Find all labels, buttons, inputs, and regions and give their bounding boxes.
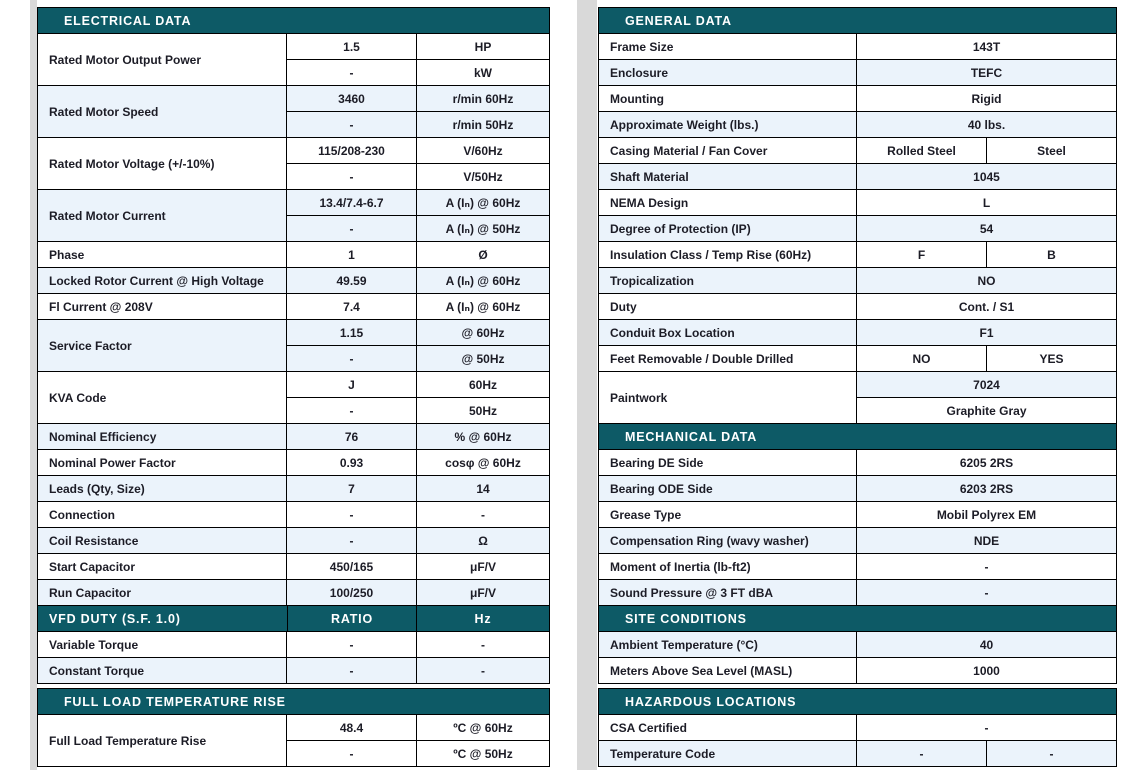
row-label: Conduit Box Location: [599, 319, 857, 345]
row-unit: A (Iₙ) @ 60Hz: [417, 293, 549, 319]
row-label: Sound Pressure @ 3 FT dBA: [599, 579, 857, 605]
row-label: Connection: [38, 501, 287, 527]
section-header: ELECTRICAL DATA: [38, 7, 549, 33]
row-value: -: [287, 501, 417, 527]
row-value: 1: [287, 241, 417, 267]
row-value: 54: [857, 215, 1116, 241]
row-unit: Ω: [417, 527, 549, 553]
row-value: -: [287, 345, 417, 371]
table-group: [599, 631, 1116, 657]
table-group: [599, 449, 1116, 475]
row-value: 7: [287, 475, 417, 501]
row-label: Grease Type: [599, 501, 857, 527]
row-label: Compensation Ring (wavy washer): [599, 527, 857, 553]
row-value: TEFC: [857, 59, 1116, 85]
row-value: -: [287, 111, 417, 137]
row-label: Duty: [599, 293, 857, 319]
table-section: [598, 688, 1117, 767]
table-group: [599, 740, 1116, 766]
table-group: [599, 293, 1116, 319]
row-value: -: [857, 579, 1116, 605]
table-section: [37, 688, 550, 767]
row-unit: V/50Hz: [417, 163, 549, 189]
table-group: [38, 241, 549, 267]
row-unit: 50Hz: [417, 397, 549, 423]
table-group: [38, 371, 549, 423]
page-divider-strip: [577, 0, 597, 770]
row-value: 76: [287, 423, 417, 449]
table-group: [599, 241, 1116, 267]
table-group: [38, 631, 549, 657]
table-group: [38, 657, 549, 683]
table-group: [38, 475, 549, 501]
row-label: Bearing DE Side: [599, 449, 857, 475]
row-label: Temperature Code: [599, 740, 857, 766]
row-label: Fl Current @ 208V: [38, 293, 287, 319]
table-group: [599, 111, 1116, 137]
row-unit: -: [417, 657, 549, 683]
row-unit: μF/V: [417, 579, 549, 605]
row-unit: μF/V: [417, 553, 549, 579]
row-value: Mobil Polyrex EM: [857, 501, 1116, 527]
row-label: Degree of Protection (IP): [599, 215, 857, 241]
table-group: [599, 475, 1116, 501]
table-group: [38, 553, 549, 579]
row-label: Rated Motor Voltage (+/-10%): [38, 137, 287, 189]
row-value: 49.59: [287, 267, 417, 293]
row-label: Run Capacitor: [38, 579, 287, 605]
row-label: Shaft Material: [599, 163, 857, 189]
row-label: Insulation Class / Temp Rise (60Hz): [599, 241, 857, 267]
row-unit: @ 60Hz: [417, 319, 549, 345]
table-group: [599, 163, 1116, 189]
table-group: [599, 85, 1116, 111]
row-label: Constant Torque: [38, 657, 287, 683]
row-value: 1.5: [287, 33, 417, 59]
header-col-ratio: RATIO: [287, 606, 417, 631]
row-value: Graphite Gray: [857, 397, 1116, 423]
row-label: Moment of Inertia (lb-ft2): [599, 553, 857, 579]
row-value: 100/250: [287, 579, 417, 605]
table-group: [38, 449, 549, 475]
row-label: Meters Above Sea Level (MASL): [599, 657, 857, 683]
table-group: [38, 579, 549, 605]
table-section: [598, 423, 1117, 605]
row-label: KVA Code: [38, 371, 287, 423]
row-label: Rated Motor Speed: [38, 85, 287, 137]
row-value: NO: [857, 267, 1116, 293]
row-value: J: [287, 371, 417, 397]
table-section: [37, 7, 550, 605]
section-title: VFD DUTY (S.F. 1.0): [49, 611, 181, 626]
row-label: CSA Certified: [599, 714, 857, 740]
row-value: -: [287, 740, 417, 766]
section-header: HAZARDOUS LOCATIONS: [599, 688, 1116, 714]
row-label: Rated Motor Current: [38, 189, 287, 241]
row-label: Variable Torque: [38, 631, 287, 657]
row-unit: @ 50Hz: [417, 345, 549, 371]
row-unit: 60Hz: [417, 371, 549, 397]
row-unit: r/min 50Hz: [417, 111, 549, 137]
table-group: [599, 657, 1116, 683]
table-group: [599, 553, 1116, 579]
row-value: 7.4: [287, 293, 417, 319]
table-section: [598, 7, 1117, 423]
row-label: Feet Removable / Double Drilled: [599, 345, 857, 371]
row-value: 1.15: [287, 319, 417, 345]
row-value: YES: [986, 345, 1116, 371]
row-value: -: [857, 740, 986, 766]
table-section: [37, 605, 550, 684]
row-value: Rolled Steel: [857, 137, 986, 163]
table-group: [599, 501, 1116, 527]
row-unit: ºC @ 50Hz: [417, 740, 549, 766]
row-value: 13.4/7.4-6.7: [287, 189, 417, 215]
table-group: [599, 33, 1116, 59]
page-edge-strip: [30, 0, 37, 770]
row-unit: -: [417, 631, 549, 657]
table-group: [599, 319, 1116, 345]
electrical-data-sheet: [37, 7, 550, 767]
row-value: -: [986, 740, 1116, 766]
row-value: 40 lbs.: [857, 111, 1116, 137]
row-value: B: [986, 241, 1116, 267]
row-label: Service Factor: [38, 319, 287, 371]
table-group: [599, 189, 1116, 215]
section-header: SITE CONDITIONS: [599, 605, 1116, 631]
row-value: Steel: [986, 137, 1116, 163]
row-value: Cont. / S1: [857, 293, 1116, 319]
table-group: [599, 59, 1116, 85]
row-value: -: [287, 215, 417, 241]
table-group: [38, 423, 549, 449]
row-value: -: [287, 527, 417, 553]
row-label: Ambient Temperature (°C): [599, 631, 857, 657]
row-unit: A (Iₙ) @ 60Hz: [417, 267, 549, 293]
section-header: MECHANICAL DATA: [599, 423, 1116, 449]
table-group: [38, 714, 549, 766]
row-unit: A (Iₙ) @ 60Hz: [417, 189, 549, 215]
table-group: [599, 345, 1116, 371]
row-value: 48.4: [287, 714, 417, 740]
row-label: Paintwork: [599, 371, 857, 423]
row-unit: r/min 60Hz: [417, 85, 549, 111]
header-col-hz: Hz: [474, 611, 492, 626]
table-group: [38, 85, 549, 137]
row-label: Enclosure: [599, 59, 857, 85]
row-value: 7024: [857, 371, 1116, 397]
row-value: 40: [857, 631, 1116, 657]
row-label: Phase: [38, 241, 287, 267]
row-value: -: [287, 631, 417, 657]
row-value: Rigid: [857, 85, 1116, 111]
table-section: [598, 605, 1117, 684]
row-value: -: [287, 397, 417, 423]
table-group: [38, 33, 549, 85]
row-label: Leads (Qty, Size): [38, 475, 287, 501]
table-group: [599, 267, 1116, 293]
row-label: Mounting: [599, 85, 857, 111]
row-label: Coil Resistance: [38, 527, 287, 553]
section-header: GENERAL DATA: [599, 7, 1116, 33]
row-label: Tropicalization: [599, 267, 857, 293]
row-label: Rated Motor Output Power: [38, 33, 287, 85]
table-group: [38, 293, 549, 319]
row-value: F1: [857, 319, 1116, 345]
row-label: Bearing ODE Side: [599, 475, 857, 501]
row-label: Full Load Temperature Rise: [38, 714, 287, 766]
row-value: NDE: [857, 527, 1116, 553]
row-label: Nominal Efficiency: [38, 423, 287, 449]
row-unit: ºC @ 60Hz: [417, 714, 549, 740]
row-unit: -: [417, 501, 549, 527]
row-value: 6203 2RS: [857, 475, 1116, 501]
row-value: -: [287, 657, 417, 683]
section-header: [38, 605, 549, 631]
row-value: F: [857, 241, 986, 267]
section-header: FULL LOAD TEMPERATURE RISE: [38, 688, 549, 714]
table-group: [599, 579, 1116, 605]
row-value: 1045: [857, 163, 1116, 189]
row-value: 115/208-230: [287, 137, 417, 163]
row-value: 450/165: [287, 553, 417, 579]
row-value: -: [857, 714, 1116, 740]
row-value: -: [857, 553, 1116, 579]
row-unit: V/60Hz: [417, 137, 549, 163]
row-unit: kW: [417, 59, 549, 85]
row-value: 6205 2RS: [857, 449, 1116, 475]
row-label: Frame Size: [599, 33, 857, 59]
row-label: Locked Rotor Current @ High Voltage: [38, 267, 287, 293]
row-label: Approximate Weight (lbs.): [599, 111, 857, 137]
row-value: 1000: [857, 657, 1116, 683]
row-unit: Ø: [417, 241, 549, 267]
row-unit: % @ 60Hz: [417, 423, 549, 449]
table-group: [38, 527, 549, 553]
row-value: NO: [857, 345, 986, 371]
row-value: -: [287, 59, 417, 85]
row-value: -: [287, 163, 417, 189]
table-group: [599, 215, 1116, 241]
table-group: [38, 319, 549, 371]
row-value: 0.93: [287, 449, 417, 475]
table-group: [599, 137, 1116, 163]
row-value: L: [857, 189, 1116, 215]
row-label: Start Capacitor: [38, 553, 287, 579]
row-unit: HP: [417, 33, 549, 59]
row-unit: cosφ @ 60Hz: [417, 449, 549, 475]
table-group: [599, 527, 1116, 553]
row-unit: 14: [417, 475, 549, 501]
table-group: [38, 501, 549, 527]
row-value: 3460: [287, 85, 417, 111]
table-group: [38, 267, 549, 293]
row-value: 143T: [857, 33, 1116, 59]
row-label: NEMA Design: [599, 189, 857, 215]
table-group: [38, 137, 549, 189]
table-group: [599, 371, 1116, 423]
row-unit: A (Iₙ) @ 50Hz: [417, 215, 549, 241]
row-label: Nominal Power Factor: [38, 449, 287, 475]
general-data-sheet: [598, 7, 1117, 767]
table-group: [599, 714, 1116, 740]
row-label: Casing Material / Fan Cover: [599, 137, 857, 163]
table-group: [38, 189, 549, 241]
